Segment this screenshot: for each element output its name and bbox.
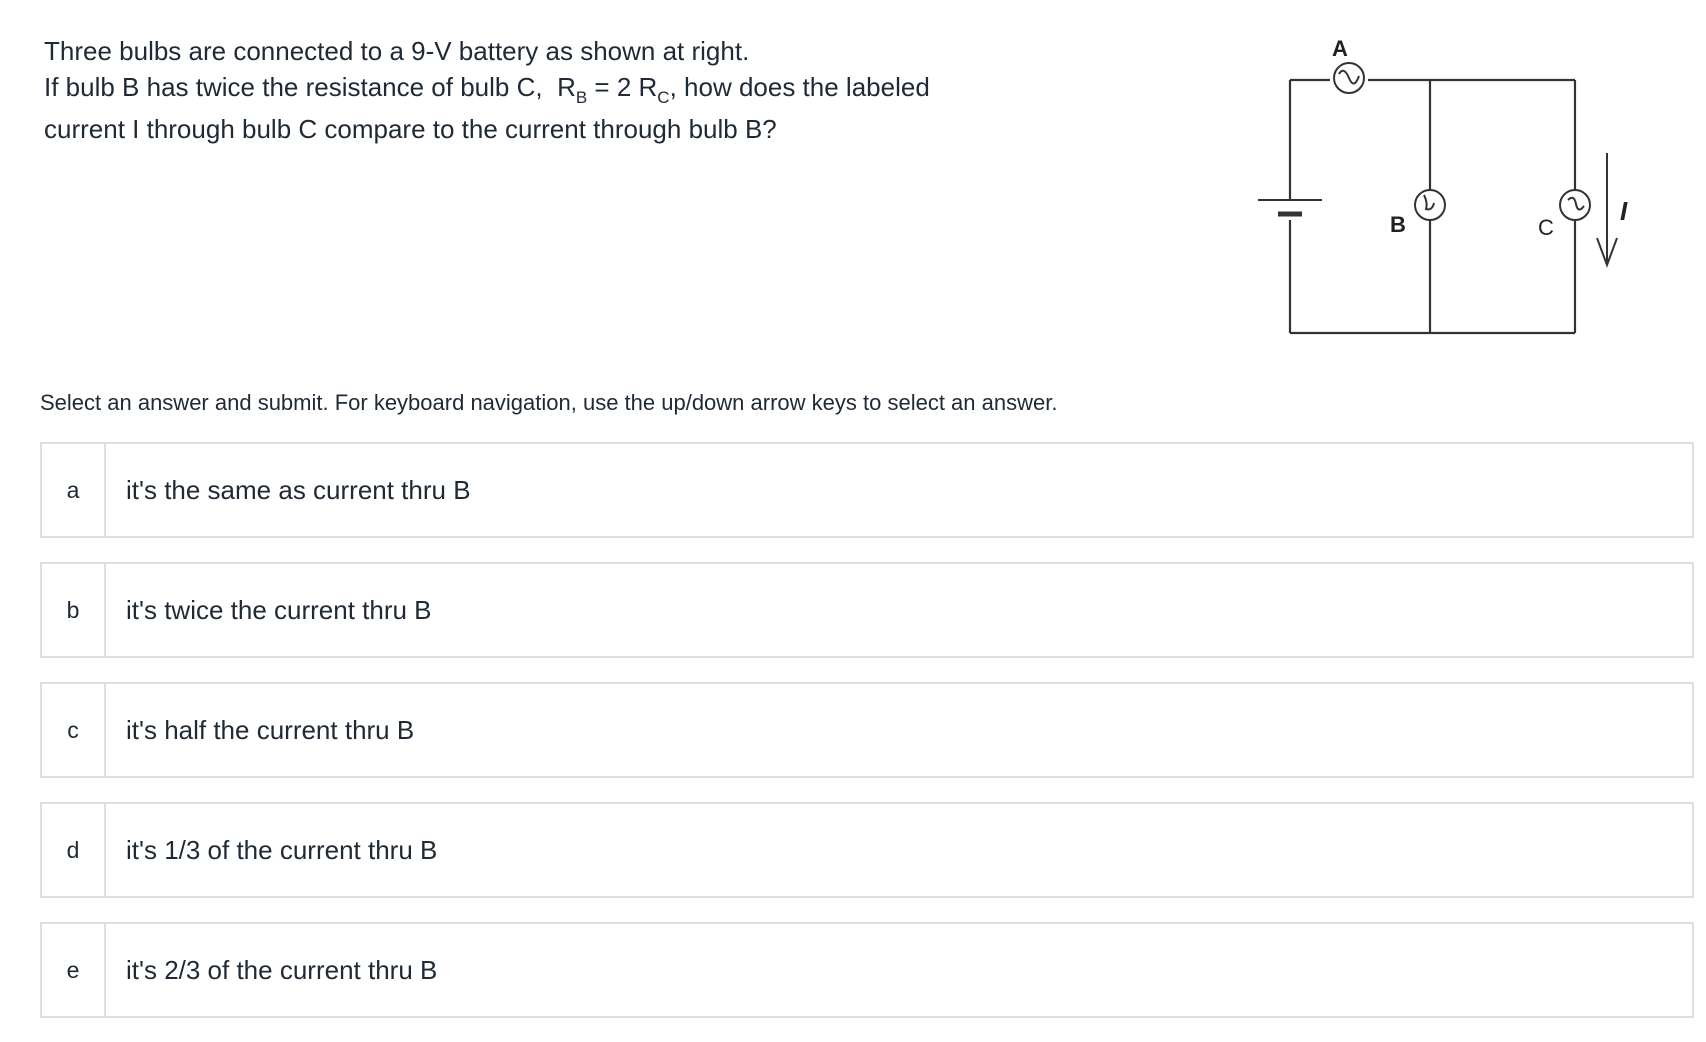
choice-a[interactable] <box>40 442 1694 538</box>
bulb-c-icon <box>1560 190 1590 220</box>
label-i: I <box>1620 196 1628 226</box>
question-line-1: Three bulbs are connected to a 9-V battery as shown at right. <box>44 36 750 66</box>
choice-letter: a <box>42 444 106 536</box>
label-b: B <box>1390 212 1406 237</box>
bulb-b-icon <box>1415 190 1445 220</box>
battery-symbol <box>1258 200 1322 214</box>
choice-c[interactable] <box>40 682 1694 778</box>
bulb-a-icon <box>1334 63 1364 93</box>
choice-letter: b <box>42 564 106 656</box>
question-line-3: current I through bulb C compare to the current through bulb B? <box>44 114 777 144</box>
label-a: A <box>1332 36 1348 61</box>
answer-choices <box>40 442 1694 1042</box>
question-line-2: If bulb B has twice the resistance of bulb C, $R_B = 2$ $R_C$, how does the labeled <box>44 72 930 107</box>
choice-d[interactable] <box>40 802 1694 898</box>
question-text <box>44 32 1144 148</box>
circuit-diagram <box>1250 20 1630 340</box>
choice-letter: d <box>42 804 106 896</box>
choice-text: it's twice the current thru B <box>126 594 432 625</box>
choice-text: it's 1/3 of the current thru B <box>126 834 438 865</box>
resistance-c-symbol: $R_C$ <box>638 72 670 107</box>
instructions-text: Select an answer and submit. For keyboard navigation, use the up/down arrow keys to select an answer. <box>40 390 1058 415</box>
choice-text: it's the same as current thru B <box>126 474 471 505</box>
choice-text: it's 2/3 of the current thru B <box>126 954 438 985</box>
label-c: C <box>1538 215 1554 240</box>
choice-letter: c <box>42 684 106 776</box>
choice-e[interactable] <box>40 922 1694 1018</box>
choice-letter: e <box>42 924 106 1016</box>
current-arrow-icon <box>1597 153 1617 265</box>
choice-text: it's half the current thru B <box>126 714 415 745</box>
resistance-b-symbol: $R_B$ <box>557 72 588 107</box>
choice-b[interactable] <box>40 562 1694 658</box>
